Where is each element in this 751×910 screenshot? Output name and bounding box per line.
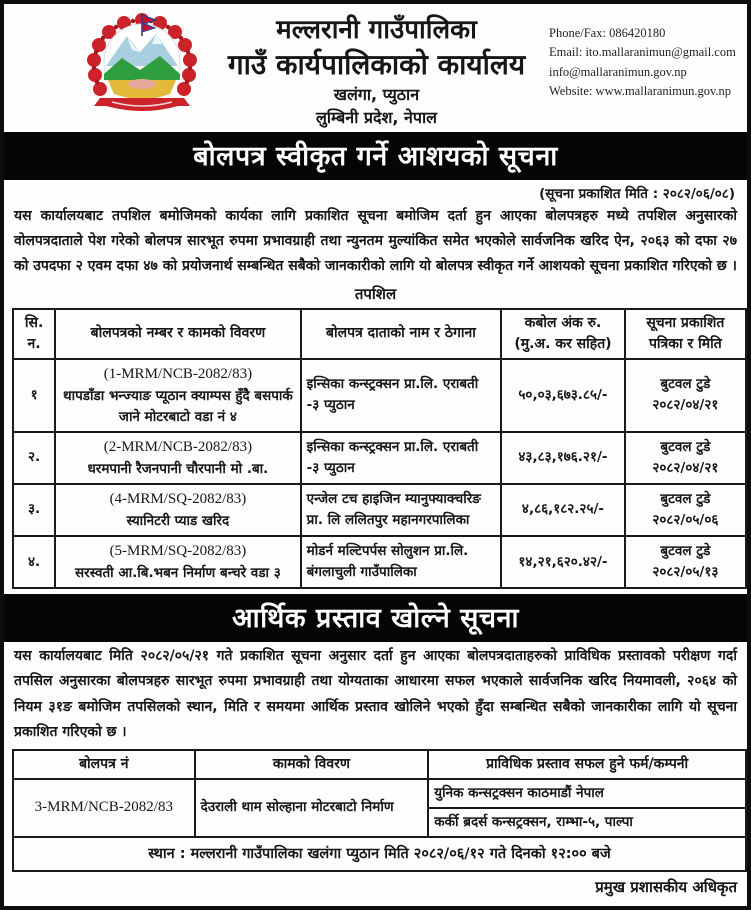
letterhead-titles <box>204 10 549 129</box>
cell-bid-work <box>55 484 301 536</box>
th-serial-no: सि. न. <box>13 309 55 359</box>
cell-bid-work <box>55 536 301 588</box>
bid-acceptance-table <box>12 308 747 590</box>
nepal-government-emblem-logo <box>82 10 204 130</box>
opening-location-datetime: स्थान : मल्लरानी गाउँपालिका खलंगा प्युठान मिति २०८२/०६/१२ गते दिनको १२:०० बजे <box>13 837 746 871</box>
publish-date: २०८२/०५/०६ <box>652 511 719 528</box>
cell-bid-work <box>55 359 301 432</box>
email-2: info@mallaranimun.gov.np <box>549 64 687 79</box>
paper-name: बुटवल टुडे <box>660 438 711 455</box>
cell-amount: ४,८६,१८२.२५/- <box>501 484 625 536</box>
table-row <box>13 779 746 808</box>
cell-amount: ५०,०३,६७३.८५/- <box>501 359 625 432</box>
th-paper-date: सूचना प्रकाशित पत्रिका र मिति <box>625 309 746 359</box>
phone-fax: Phone/Fax: 086420180 <box>549 26 666 40</box>
cell-amount: ४३,८३,१७६.२१/- <box>501 432 625 484</box>
bid-number: (2-MRM/NCB-2082/83) <box>103 438 253 455</box>
th-quoted-amount: कबोल अंक रु. (मु.अ. कर सहित) <box>501 309 625 359</box>
cell-paper-date <box>625 432 746 484</box>
cell-bid-no: 3-MRM/NCB-2082/83 <box>13 779 195 837</box>
cell-sn: १ <box>13 359 55 432</box>
notice2-body: यस कार्यालयबाट मिति २०८२/०५/२१ गते प्रकाशित सूचना अनुसार दर्ता हुन आएका बोलपत्रदाताहरुको प्राविधिक प्रस्तावको परीक्षण गर्दा तपसिल अनुसारका बोलपत्रहरु सारभूत रुपमा प्रभावग्राही तथा योग्यताका आधारमा सफल भएकाले सार्वजनिक खरिद नियमावली, २०६४ को नियम ३१ङ बमोजिम तपसिलको स्थान, मिति र समयमा आर्थिक प्रस्ताव खोलिने भएको हुँदा सम्बन्धित सबैको जानकारीका लागि यो सूचना प्रकाशित गरिएको छ । <box>14 648 737 740</box>
table-row <box>13 432 746 484</box>
cell-paper-date <box>625 359 746 432</box>
contact-block <box>549 10 741 102</box>
cell-paper-date <box>625 484 746 536</box>
address-line-1: खलंगा, प्युठान <box>333 84 420 104</box>
website: Website: www.mallaranimun.gov.np <box>549 84 732 99</box>
bid-number: (4-MRM/SQ-2082/83) <box>109 490 247 507</box>
work-description: थापडाँडा भन्ज्याङ प्यूठान क्याम्पस हुँदै बसपार्क जाने मोटरबाटो वडा नं ४ <box>63 387 293 425</box>
paper-name: बुटवल टुडे <box>660 543 711 560</box>
cell-sn: २. <box>13 432 55 484</box>
cell-bid-work <box>55 432 301 484</box>
cell-bidder: इन्सिका कन्स्ट्रक्सन प्रा.लि. एराबती -३ प्युठान <box>301 359 502 432</box>
notice1-banner-title: बोलपत्र स्वीकृत गर्ने आशयको सूचना <box>4 132 747 180</box>
cell-bidder: मोडर्न मल्टिपर्पस सोलुशन प्रा.लि. बंगलाचुली गाउँपालिका <box>301 536 502 588</box>
bid-number: (1-MRM/NCB-2082/83) <box>103 365 253 382</box>
cell-bidder: इन्सिका कन्स्ट्रक्सन प्रा.लि. एराबती -३ प्युठान <box>301 432 502 484</box>
paper-name: बुटवल टुडे <box>660 490 711 507</box>
th-bid-number-work: बोलपत्रको नम्बर र कामको विवरण <box>55 309 301 359</box>
table-row <box>13 359 746 432</box>
signature-title: प्रमुख प्रशासकीय अधिकृत <box>595 878 737 897</box>
table1-header-row <box>13 309 746 359</box>
cell-firm-2: कर्की ब्रदर्स कन्सट्रक्सन, राम्भा-५, पाल्पा <box>428 808 746 837</box>
emblem-icon <box>82 10 202 126</box>
published-date-line: (सूचना प्रकाशित मिति : २०८२/०६/०८) <box>539 186 735 202</box>
financial-proposal-table <box>12 749 747 872</box>
paper-name: बुटवल टुडे <box>660 376 711 393</box>
cell-firm-1: युनिक कन्सट्रक्सन काठमाडौं नेपाल <box>428 779 746 808</box>
letterhead <box>4 4 747 132</box>
publish-date: २०८२/०४/२१ <box>652 459 719 476</box>
th-bid-no: बोलपत्र नं <box>13 750 195 779</box>
table-row <box>13 536 746 588</box>
publish-date: २०८२/०५/१३ <box>652 564 719 581</box>
address-line-2: लुम्बिनी प्रदेश, नेपाल <box>315 108 437 128</box>
email-1: Email: ito.mallaranimun@gmail.com <box>549 45 736 60</box>
table2-header-row <box>13 750 746 779</box>
cell-amount: १४,२१,६२०.४२/- <box>501 536 625 588</box>
cell-paper-date <box>625 536 746 588</box>
work-description: स्यानिटरी प्याड खरिद <box>126 513 230 530</box>
notice2-banner-title: आर्थिक प्रस्ताव खोल्ने सूचना <box>4 594 747 642</box>
th-bidder-name-address: बोलपत्र दाताको नाम र ठेगाना <box>301 309 502 359</box>
office-name: गाउँ कार्यपालिकाको कार्यालय <box>227 47 526 81</box>
work-description: धरमपानी रैजनपानी चौरपानी मो .बा. <box>87 460 269 477</box>
cell-work: देउराली थाम सोल्हाना मोटरबाटो निर्माण <box>195 779 429 837</box>
th-work-description: कामको विवरण <box>195 750 429 779</box>
bid-number: (5-MRM/SQ-2082/83) <box>109 543 247 559</box>
cell-sn: ३. <box>13 484 55 536</box>
cell-bidder: एन्जेल टच हाइजिन म्यानुफ्याक्चरिङ प्रा. लि ललितपुर महानगरपालिका <box>301 484 502 536</box>
table1-caption: तपशिल <box>354 284 397 303</box>
location-row <box>13 837 746 871</box>
org-name: मल्लरानी गाउँपालिका <box>276 15 477 45</box>
publish-date: २०८२/०४/२१ <box>652 397 719 414</box>
notice1-body: यस कार्यालयबाट तपशिल बमोजिमको कार्यका लागि प्रकाशित सूचना बमोजिम दर्ता हुन आएका बोलपत्रहरु मध्ये तपशिल अनुसारको वोलपत्रदाताले पेश गरेको बोलपत्र सारभूत रुपमा प्रभावग्राही तथा न्युनतम मुल्यांकित समेत भएकोले सार्वजनिक खरिद ऐन, २०६३ को दफा २७ को उपदफा २ एवम दफा ४७ को प्रयोजनार्थ सम्बन्धित सबैको जानकारीको लागि यो बोलपत्र स्वीकृत गर्ने आशयको सूचना प्रकाशित गरिएको छ । <box>14 208 737 275</box>
table-row <box>13 484 746 536</box>
work-description: सरस्वती आ.बि.भबन निर्माण बन्चरे वडा ३ <box>75 565 281 582</box>
th-successful-firm: प्राविधिक प्रस्ताव सफल हुने फर्म/कम्पनी <box>428 750 746 779</box>
cell-sn: ४. <box>13 536 55 588</box>
